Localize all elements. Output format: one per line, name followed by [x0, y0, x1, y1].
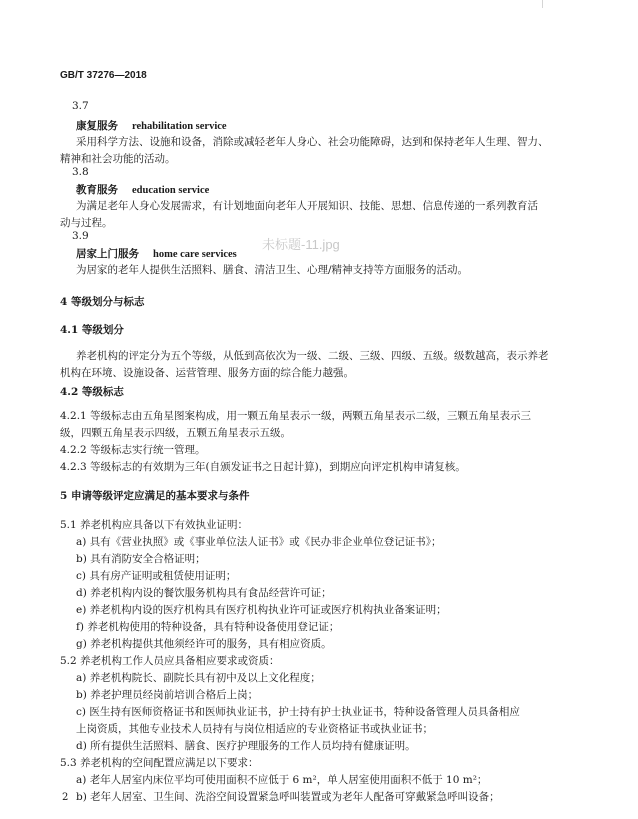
term-cn: 康复服务: [76, 120, 118, 132]
clause-5-3: [60, 755, 500, 806]
clause-intro: 5.2 养老机构工作人员应具备相应要求或资质：: [60, 655, 280, 667]
clause-number-3-8: 3.8: [72, 166, 89, 178]
text-line: 为满足老年人身心发展需求，有计划地面向老年人开展知识、技能、思想、信息传递的一系列教育活: [76, 200, 538, 212]
list-item: f) 养老机构使用的特种设备，具有特种设备使用登记证；: [76, 621, 340, 633]
text-line: 养老机构的评定分为五个等级，从低到高依次为一级、二级、三级、四级、五级。级数越高，表示养老: [76, 350, 549, 362]
clause-number-3-9: 3.9: [72, 230, 89, 242]
definition-3-8: [60, 198, 538, 232]
text-line: 4.2.1 等级标志由五角星图案构成，用一颗五角星表示一级，两颗五角星表示二级，三颗五角星表示三: [60, 410, 532, 422]
term-cn: 教育服务: [76, 184, 118, 196]
list-item: b) 养老护理员经岗前培训合格后上岗；: [76, 689, 259, 701]
text-line: 采用科学方法、设施和设备，消除或减轻老年人身心、社会功能障碍，达到和保持老年人生理、智力、: [76, 136, 549, 148]
list-item: e) 养老机构内设的医疗机构具有医疗机构执业许可证或医疗机构执业备案证明；: [76, 604, 447, 616]
list-item: b) 老年人居室、卫生间、洗浴空间设置紧急呼叫装置或为老年人配备可穿戴紧急呼叫设备；: [76, 791, 500, 803]
text-line: 4.2.2 等级标志实行统一管理。: [60, 444, 206, 456]
term-title-3-9: [76, 246, 237, 261]
clause-intro: 5.1 养老机构应具备以下有效执业证明：: [60, 519, 249, 531]
list-item: a) 养老机构院长、副院长具有初中及以上文化程度；: [76, 672, 321, 684]
definition-3-9: [76, 262, 468, 279]
scan-edge-line: [542, 0, 543, 8]
list-item: a) 老年人居室内床位平均可使用面积不应低于 6 m²，单人居室使用面积不低于 10 m²；: [76, 774, 488, 786]
text-line: 为居家的老年人提供生活照料、膳食、清洁卫生、心理/精神支持等方面服务的活动。: [76, 264, 469, 276]
section-heading-4-1: 4.1 等级划分: [60, 324, 124, 336]
list-item: b) 具有消防安全合格证明；: [76, 553, 206, 565]
text-line: 4.2.3 等级标志的有效期为三年(自颁发证书之日起计算)，到期应向评定机构申请复核。: [60, 461, 466, 473]
list-item: c) 具有房产证明或租赁使用证明；: [76, 570, 237, 582]
text-line: 机构在环境、设施设备、运营管理、服务方面的综合能力越强。: [60, 367, 354, 379]
text-line: 级，四颗五角星表示四级，五颗五角星表示五级。: [60, 427, 291, 439]
standard-header: GB/T 37276—2018: [60, 70, 147, 81]
text-line: 动与过程。: [60, 217, 113, 229]
text-line: 精神和社会功能的活动。: [60, 153, 176, 165]
list-item: d) 所有提供生活照料、膳食、医疗护理服务的工作人员均持有健康证明。: [76, 740, 416, 752]
clause-number-3-7: 3.7: [72, 100, 89, 112]
clause-intro: 5.3 养老机构的空间配置应满足以下要求：: [60, 757, 259, 769]
list-item: 上岗资质，其他专业技术人员持有与岗位相适应的专业资格证书或执业证书；: [76, 723, 433, 735]
list-item: c) 医生持有医师资格证书和医师执业证书，护士持有护士执业证书，特种设备管理人员具备相应: [76, 706, 520, 718]
list-item: d) 养老机构内设的餐饮服务机构具有食品经营许可证；: [76, 587, 332, 599]
section-heading-4-2: 4.2 等级标志: [60, 386, 124, 398]
term-title-3-7: [76, 118, 227, 133]
paragraph-4-1: [60, 348, 549, 382]
term-en: rehabilitation service: [132, 121, 227, 132]
clause-5-1: [60, 517, 447, 653]
image-filename-watermark: 未标题-11.jpg: [262, 237, 340, 252]
definition-3-7: [60, 134, 549, 168]
page-number: 2: [62, 792, 69, 803]
term-en: education service: [132, 185, 210, 196]
section-heading-4: 4 等级划分与标志: [60, 296, 145, 308]
term-en: home care services: [153, 249, 237, 260]
section-heading-5: 5 申请等级评定应满足的基本要求与条件: [60, 490, 250, 502]
term-cn: 居家上门服务: [76, 248, 139, 260]
term-title-3-8: [76, 182, 209, 197]
paragraph-4-2: [60, 408, 531, 476]
clause-5-2: [60, 653, 520, 755]
list-item: g) 养老机构提供其他须经许可的服务，具有相应资质。: [76, 638, 332, 650]
list-item: a) 具有《营业执照》或《事业单位法人证书》或《民办非企业单位登记证书》；: [76, 536, 442, 548]
